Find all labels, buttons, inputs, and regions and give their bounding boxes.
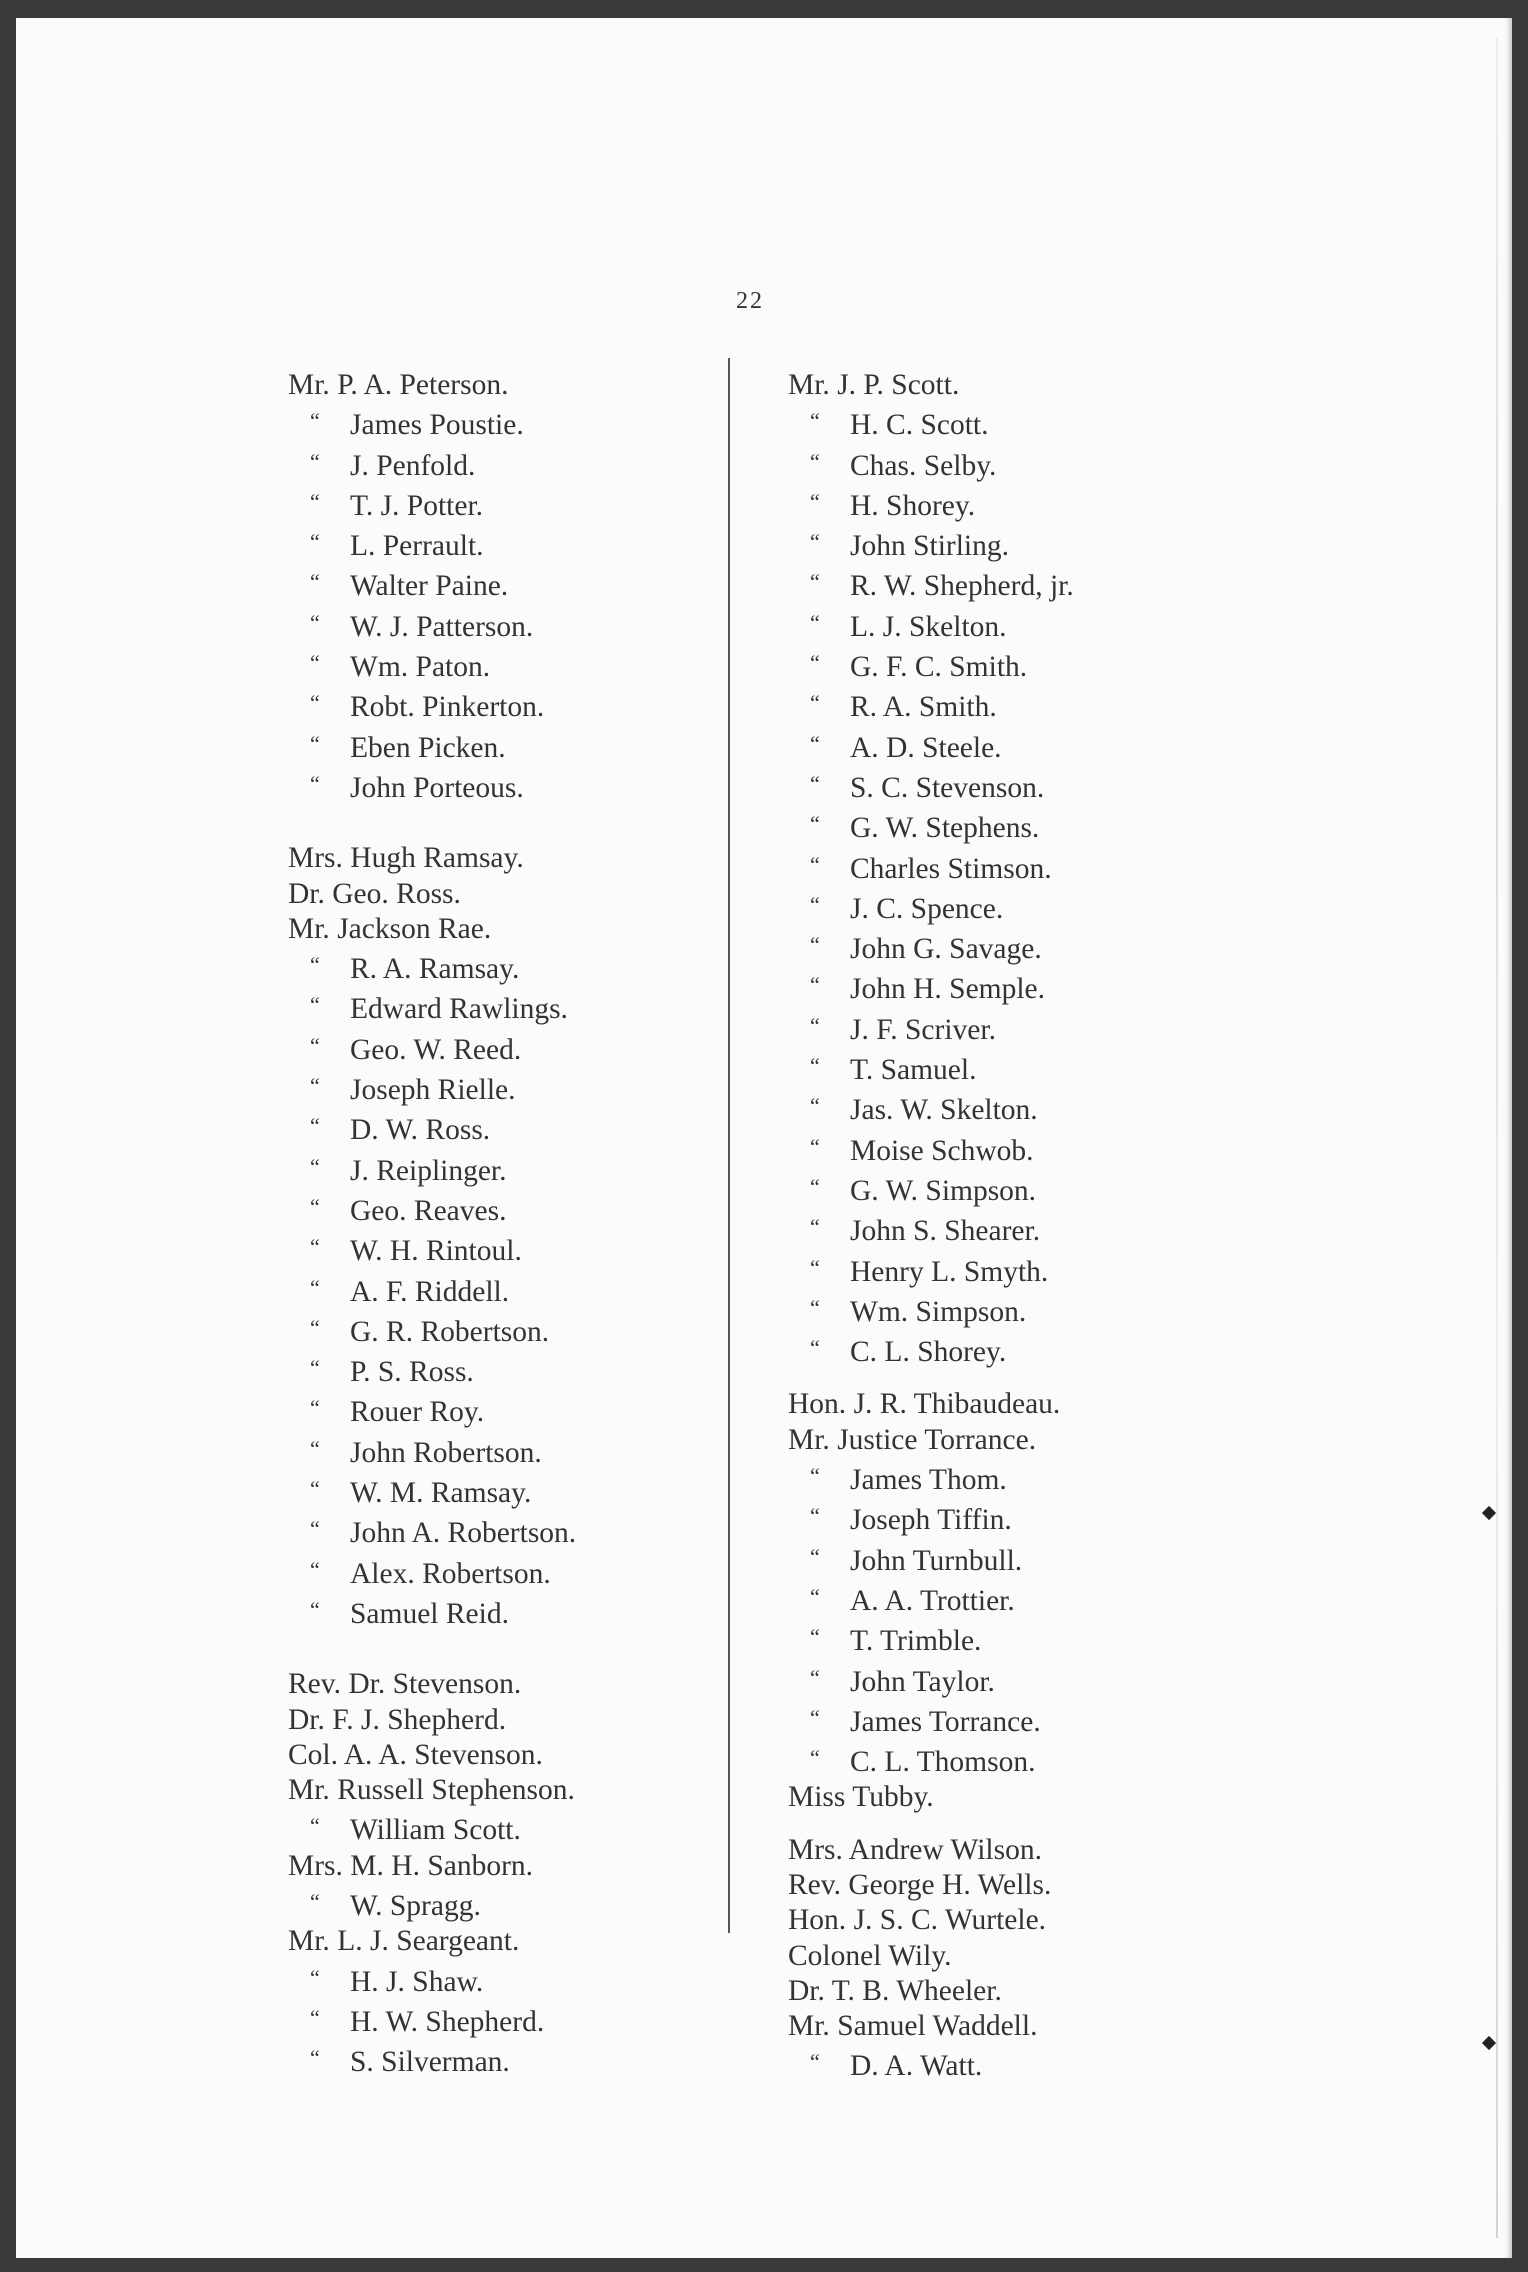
entry-title: “ bbox=[810, 1093, 820, 1119]
entry-title: Col. bbox=[288, 1738, 338, 1771]
list-item bbox=[288, 403, 576, 443]
entry-name: J. R. Thibaudeau. bbox=[853, 1388, 1061, 1421]
entry-title: “ bbox=[310, 2004, 320, 2030]
entry-name: P. A. Peterson. bbox=[337, 369, 509, 401]
entry-title: “ bbox=[810, 1704, 820, 1730]
entry-title: “ bbox=[310, 488, 320, 514]
group-spacer bbox=[788, 1370, 1074, 1387]
entry-name: John Turnbull. bbox=[850, 1544, 1023, 1577]
list-item bbox=[288, 2040, 576, 2080]
entry-title: “ bbox=[310, 529, 320, 555]
list-item bbox=[788, 726, 1074, 766]
entry-title: “ bbox=[310, 609, 320, 635]
entry-title: Dr. bbox=[788, 1974, 825, 2007]
list-item bbox=[288, 645, 576, 685]
entry-title: Mr. bbox=[288, 369, 330, 401]
binding-mark bbox=[1482, 2036, 1496, 2050]
entry-title: “ bbox=[310, 952, 320, 978]
list-item bbox=[788, 1539, 1074, 1579]
list-item bbox=[288, 1960, 576, 2000]
entry-title: “ bbox=[310, 1193, 320, 1219]
list-item bbox=[788, 1387, 1074, 1422]
entry-name: Edward Rawlings. bbox=[350, 993, 568, 1026]
entry-name: James Thom. bbox=[850, 1464, 1007, 1497]
list-item bbox=[788, 887, 1074, 927]
entry-title: “ bbox=[810, 1664, 820, 1690]
entry-title: “ bbox=[310, 1355, 320, 1381]
entry-name: John Porteous. bbox=[350, 771, 524, 804]
entry-title: “ bbox=[310, 569, 320, 595]
entry-name: Jackson Rae. bbox=[337, 912, 492, 945]
entry-title: “ bbox=[810, 2049, 820, 2075]
entry-title: “ bbox=[810, 1745, 820, 1771]
entry-title: “ bbox=[810, 1254, 820, 1280]
entry-name: Wm. Paton. bbox=[350, 651, 491, 684]
entry-name: S. Silverman. bbox=[350, 2046, 510, 2079]
entry-title: “ bbox=[810, 1583, 820, 1609]
list-item bbox=[288, 1431, 576, 1471]
list-item bbox=[788, 2009, 1074, 2044]
list-item bbox=[288, 1390, 576, 1430]
list-item bbox=[788, 564, 1074, 604]
entry-title: Mr. bbox=[288, 1774, 330, 1807]
entry-name: Henry L. Smyth. bbox=[850, 1255, 1049, 1288]
entry-name: J. F. Scriver. bbox=[850, 1013, 996, 1046]
name-group bbox=[288, 368, 576, 806]
group-spacer bbox=[788, 1816, 1074, 1833]
list-item bbox=[788, 766, 1074, 806]
entry-name: Rouer Roy. bbox=[350, 1396, 485, 1429]
entry-name: Samuel Reid. bbox=[350, 1597, 509, 1630]
entry-name: T. Samuel. bbox=[850, 1054, 977, 1087]
entry-title: “ bbox=[310, 408, 320, 434]
list-item bbox=[288, 1552, 576, 1592]
entry-title: “ bbox=[310, 1596, 320, 1622]
list-item bbox=[788, 1169, 1074, 1209]
entry-title: “ bbox=[310, 1113, 320, 1139]
column-divider bbox=[728, 358, 730, 1933]
entry-name: D. W. Ross. bbox=[350, 1114, 491, 1147]
list-item bbox=[788, 645, 1074, 685]
entry-name: R. A. Smith. bbox=[850, 691, 997, 724]
entry-title: “ bbox=[310, 1234, 320, 1260]
list-item bbox=[788, 1660, 1074, 1700]
list-item bbox=[288, 766, 576, 806]
list-item bbox=[788, 1250, 1074, 1290]
left-column bbox=[288, 368, 576, 2080]
entry-title: Rev. bbox=[788, 1868, 841, 1901]
entry-name: Hugh Ramsay. bbox=[350, 842, 524, 875]
entry-name: Eben Picken. bbox=[350, 731, 506, 764]
entry-name: John Stirling. bbox=[850, 530, 1009, 563]
entry-title: “ bbox=[810, 1173, 820, 1199]
entry-title: “ bbox=[310, 650, 320, 676]
list-item bbox=[288, 1270, 576, 1310]
entry-title: Mrs. bbox=[288, 1849, 343, 1882]
entry-name: John Taylor. bbox=[850, 1665, 995, 1698]
entry-name: G. W. Simpson. bbox=[850, 1174, 1037, 1207]
list-item bbox=[788, 1740, 1074, 1780]
list-item bbox=[788, 368, 1074, 403]
entry-name: J. Reiplinger. bbox=[350, 1154, 507, 1187]
entry-title: “ bbox=[310, 1153, 320, 1179]
entry-title: “ bbox=[810, 488, 820, 514]
entry-name: Geo. Ross. bbox=[332, 877, 461, 910]
entry-name: H. J. Shaw. bbox=[350, 1965, 484, 1998]
entry-title: “ bbox=[810, 770, 820, 796]
list-item bbox=[788, 1619, 1074, 1659]
list-item bbox=[288, 726, 576, 766]
entry-name: T. Trimble. bbox=[850, 1625, 982, 1658]
list-item bbox=[288, 841, 576, 876]
entry-name: T. J. Potter. bbox=[350, 489, 484, 522]
entry-name: John A. Robertson. bbox=[350, 1517, 577, 1550]
list-item bbox=[788, 1939, 1074, 1974]
entry-title: “ bbox=[810, 690, 820, 716]
entry-name: D. A. Watt. bbox=[850, 2050, 983, 2083]
entry-name: W. Spragg. bbox=[350, 1889, 481, 1922]
entry-title: “ bbox=[310, 1395, 320, 1421]
list-item bbox=[288, 484, 576, 524]
list-item bbox=[288, 1028, 576, 1068]
entry-title: Mr. bbox=[288, 912, 330, 945]
list-item bbox=[788, 444, 1074, 484]
list-item bbox=[788, 927, 1074, 967]
entry-name: H. W. Shepherd. bbox=[350, 2005, 545, 2038]
list-item bbox=[788, 847, 1074, 887]
list-item bbox=[288, 1229, 576, 1269]
entry-title: Mr. bbox=[788, 2010, 830, 2043]
entry-title: “ bbox=[810, 730, 820, 756]
list-item bbox=[788, 1330, 1074, 1370]
list-item bbox=[288, 444, 576, 484]
entry-name: W. J. Patterson. bbox=[350, 610, 534, 643]
list-item bbox=[788, 1974, 1074, 2009]
list-item bbox=[288, 1592, 576, 1632]
list-item bbox=[288, 1849, 576, 1884]
list-item bbox=[788, 1048, 1074, 1088]
list-item bbox=[288, 1471, 576, 1511]
list-item bbox=[788, 685, 1074, 725]
list-item bbox=[788, 1579, 1074, 1619]
entry-name: Samuel Waddell. bbox=[837, 2010, 1038, 2043]
entry-name: G. W. Stephens. bbox=[850, 812, 1040, 845]
list-item bbox=[288, 1924, 576, 1959]
list-item bbox=[288, 685, 576, 725]
entry-name: Moise Schwob. bbox=[850, 1134, 1034, 1167]
group-spacer bbox=[288, 1632, 576, 1667]
entry-title: “ bbox=[310, 1274, 320, 1300]
list-item bbox=[788, 1903, 1074, 1938]
entry-name: H. C. Scott. bbox=[850, 409, 989, 442]
entry-name: Chas. Selby. bbox=[850, 449, 997, 482]
entry-title: “ bbox=[810, 1335, 820, 1361]
entry-title: “ bbox=[310, 1435, 320, 1461]
list-item bbox=[788, 1423, 1074, 1458]
list-item bbox=[288, 947, 576, 987]
entry-title: “ bbox=[810, 609, 820, 635]
entry-title: “ bbox=[310, 1476, 320, 1502]
entry-name: W. H. Rintoul. bbox=[350, 1235, 522, 1268]
entry-title: “ bbox=[310, 992, 320, 1018]
list-item bbox=[788, 806, 1074, 846]
entry-name: James Poustie. bbox=[350, 409, 524, 442]
entry-title: “ bbox=[810, 1503, 820, 1529]
list-item bbox=[288, 912, 576, 947]
entry-title: Dr. bbox=[288, 877, 325, 910]
entry-title: Dr. bbox=[288, 1703, 325, 1736]
group-spacer bbox=[288, 806, 576, 841]
entry-name: J. P. Scott. bbox=[837, 369, 960, 401]
list-item bbox=[288, 1667, 576, 1702]
entry-name: Walter Paine. bbox=[350, 570, 509, 603]
right-column bbox=[788, 368, 1074, 2085]
entry-name: G. R. Robertson. bbox=[350, 1315, 550, 1348]
entry-title: “ bbox=[310, 448, 320, 474]
entry-title: “ bbox=[810, 1214, 820, 1240]
binding-mark bbox=[1482, 1506, 1496, 1520]
entry-name: Justice Torrance. bbox=[837, 1423, 1037, 1456]
entry-name: L. Perrault. bbox=[350, 530, 484, 563]
entry-title: Mrs. bbox=[788, 1833, 843, 1866]
entry-name: W. M. Ramsay. bbox=[350, 1477, 532, 1510]
entry-title: Mr. bbox=[288, 1925, 330, 1958]
entry-title: Mr. bbox=[788, 369, 830, 401]
entry-title: “ bbox=[810, 891, 820, 917]
entry-name: Andrew Wilson. bbox=[848, 1833, 1042, 1866]
entry-title: Rev. bbox=[288, 1668, 341, 1701]
entry-title: “ bbox=[810, 1294, 820, 1320]
entry-name: P. S. Ross. bbox=[350, 1356, 474, 1389]
entry-name: Wily. bbox=[888, 1939, 952, 1972]
entry-title: “ bbox=[310, 770, 320, 796]
list-item bbox=[288, 524, 576, 564]
entry-title: “ bbox=[810, 408, 820, 434]
entry-title: Miss bbox=[788, 1781, 846, 1814]
entry-name: William Scott. bbox=[350, 1814, 521, 1847]
entry-name: George H. Wells. bbox=[848, 1868, 1052, 1901]
list-item bbox=[288, 1350, 576, 1390]
entry-name: T. B. Wheeler. bbox=[831, 1974, 1002, 2007]
entry-title: “ bbox=[310, 1964, 320, 1990]
name-group bbox=[788, 368, 1074, 1370]
entry-name: R. W. Shepherd, jr. bbox=[850, 570, 1074, 603]
list-item bbox=[288, 1703, 576, 1738]
entry-title: Mr. bbox=[788, 1423, 830, 1456]
entry-title: “ bbox=[810, 1463, 820, 1489]
list-item bbox=[788, 1780, 1074, 1815]
entry-name: J. C. Spence. bbox=[850, 892, 1004, 925]
entry-name: J. Penfold. bbox=[350, 449, 476, 482]
list-item bbox=[288, 1068, 576, 1108]
entry-title: Hon. bbox=[788, 1904, 847, 1937]
entry-name: J. S. C. Wurtele. bbox=[853, 1904, 1047, 1937]
entry-name: Geo. W. Reed. bbox=[350, 1033, 522, 1066]
entry-name: G. F. C. Smith. bbox=[850, 651, 1028, 684]
entry-title: “ bbox=[810, 569, 820, 595]
list-item bbox=[788, 1209, 1074, 1249]
list-item bbox=[288, 1808, 576, 1848]
list-item bbox=[788, 1290, 1074, 1330]
document-page bbox=[16, 18, 1512, 2258]
entry-title: “ bbox=[310, 1813, 320, 1839]
entry-title: Colonel bbox=[788, 1939, 882, 1972]
entry-title: “ bbox=[310, 1314, 320, 1340]
list-item bbox=[788, 1129, 1074, 1169]
entry-name: John S. Shearer. bbox=[850, 1215, 1041, 1248]
entry-title: “ bbox=[810, 650, 820, 676]
entry-title: “ bbox=[310, 730, 320, 756]
list-item bbox=[788, 1008, 1074, 1048]
entry-name: Tubby. bbox=[852, 1781, 934, 1814]
name-group bbox=[288, 1667, 576, 2080]
entry-name: C. L. Thomson. bbox=[850, 1746, 1036, 1779]
list-item bbox=[788, 1700, 1074, 1740]
entry-name: A. A. Stevenson. bbox=[343, 1738, 543, 1771]
entry-name: Joseph Rielle. bbox=[350, 1074, 516, 1107]
list-item bbox=[788, 1833, 1074, 1868]
entry-name: Joseph Tiffin. bbox=[850, 1504, 1012, 1537]
entry-title: Mrs. bbox=[288, 842, 343, 875]
entry-name: L. J. Skelton. bbox=[850, 610, 1007, 643]
list-item bbox=[288, 1310, 576, 1350]
entry-name: Jas. W. Skelton. bbox=[850, 1094, 1038, 1127]
entry-name: A. A. Trottier. bbox=[850, 1584, 1015, 1617]
entry-title: “ bbox=[310, 1073, 320, 1099]
entry-title: Hon. bbox=[788, 1388, 847, 1421]
entry-name: John H. Semple. bbox=[850, 973, 1046, 1006]
entry-name: Wm. Simpson. bbox=[850, 1295, 1027, 1328]
name-group bbox=[288, 841, 576, 1632]
entry-name: H. Shorey. bbox=[850, 489, 976, 522]
list-item bbox=[288, 1189, 576, 1229]
entry-name: Alex. Robertson. bbox=[350, 1557, 551, 1590]
list-item bbox=[788, 484, 1074, 524]
entry-name: John G. Savage. bbox=[850, 933, 1042, 966]
page-edge bbox=[1496, 38, 1498, 2238]
entry-title: “ bbox=[810, 529, 820, 555]
entry-title: “ bbox=[810, 932, 820, 958]
list-item bbox=[288, 1773, 576, 1808]
list-item bbox=[788, 1498, 1074, 1538]
entry-title: “ bbox=[810, 1133, 820, 1159]
entry-name: John Robertson. bbox=[350, 1436, 542, 1469]
entry-title: “ bbox=[810, 851, 820, 877]
list-item bbox=[288, 2000, 576, 2040]
entry-title: “ bbox=[810, 1543, 820, 1569]
list-item bbox=[288, 1884, 576, 1924]
entry-name: C. L. Shorey. bbox=[850, 1336, 1007, 1369]
entry-name: Geo. Reaves. bbox=[350, 1194, 507, 1227]
entry-title: “ bbox=[810, 811, 820, 837]
list-item bbox=[788, 1088, 1074, 1128]
entry-name: Russell Stephenson. bbox=[337, 1774, 575, 1807]
entry-title: “ bbox=[310, 1516, 320, 1542]
entry-title: “ bbox=[310, 2045, 320, 2071]
entry-name: James Torrance. bbox=[850, 1705, 1041, 1738]
list-item bbox=[288, 1511, 576, 1551]
list-item bbox=[288, 368, 576, 403]
entry-name: S. C. Stevenson. bbox=[850, 771, 1045, 804]
entry-title: “ bbox=[310, 1888, 320, 1914]
name-group bbox=[788, 1387, 1074, 1815]
entry-title: “ bbox=[310, 1556, 320, 1582]
entry-name: F. J. Shepherd. bbox=[332, 1703, 507, 1736]
list-item bbox=[288, 1738, 576, 1773]
entry-name: Charles Stimson. bbox=[850, 852, 1052, 885]
entry-title: “ bbox=[310, 1032, 320, 1058]
entry-name: A. D. Steele. bbox=[850, 731, 1002, 764]
list-item bbox=[288, 605, 576, 645]
list-item bbox=[788, 403, 1074, 443]
entry-name: R. A. Ramsay. bbox=[350, 953, 520, 986]
list-item bbox=[288, 1108, 576, 1148]
entry-title: “ bbox=[810, 1624, 820, 1650]
entry-name: L. J. Seargeant. bbox=[337, 1925, 520, 1958]
list-item bbox=[288, 564, 576, 604]
list-item bbox=[788, 1868, 1074, 1903]
list-item bbox=[288, 987, 576, 1027]
entry-name: M. H. Sanborn. bbox=[350, 1849, 534, 1882]
name-group bbox=[788, 1833, 1074, 2085]
entry-name: Dr. Stevenson. bbox=[348, 1668, 522, 1701]
list-item bbox=[788, 967, 1074, 1007]
entry-title: “ bbox=[810, 1012, 820, 1038]
list-item bbox=[288, 1149, 576, 1189]
entry-title: “ bbox=[310, 690, 320, 716]
entry-name: A. F. Riddell. bbox=[350, 1275, 510, 1308]
list-item bbox=[788, 2044, 1074, 2084]
page-number: 22 bbox=[736, 288, 764, 314]
list-item bbox=[788, 524, 1074, 564]
entry-title: “ bbox=[810, 1053, 820, 1079]
entry-title: “ bbox=[810, 972, 820, 998]
list-item bbox=[288, 877, 576, 912]
list-item bbox=[788, 605, 1074, 645]
entry-title: “ bbox=[810, 448, 820, 474]
list-item bbox=[788, 1458, 1074, 1498]
entry-name: Robt. Pinkerton. bbox=[350, 691, 545, 724]
